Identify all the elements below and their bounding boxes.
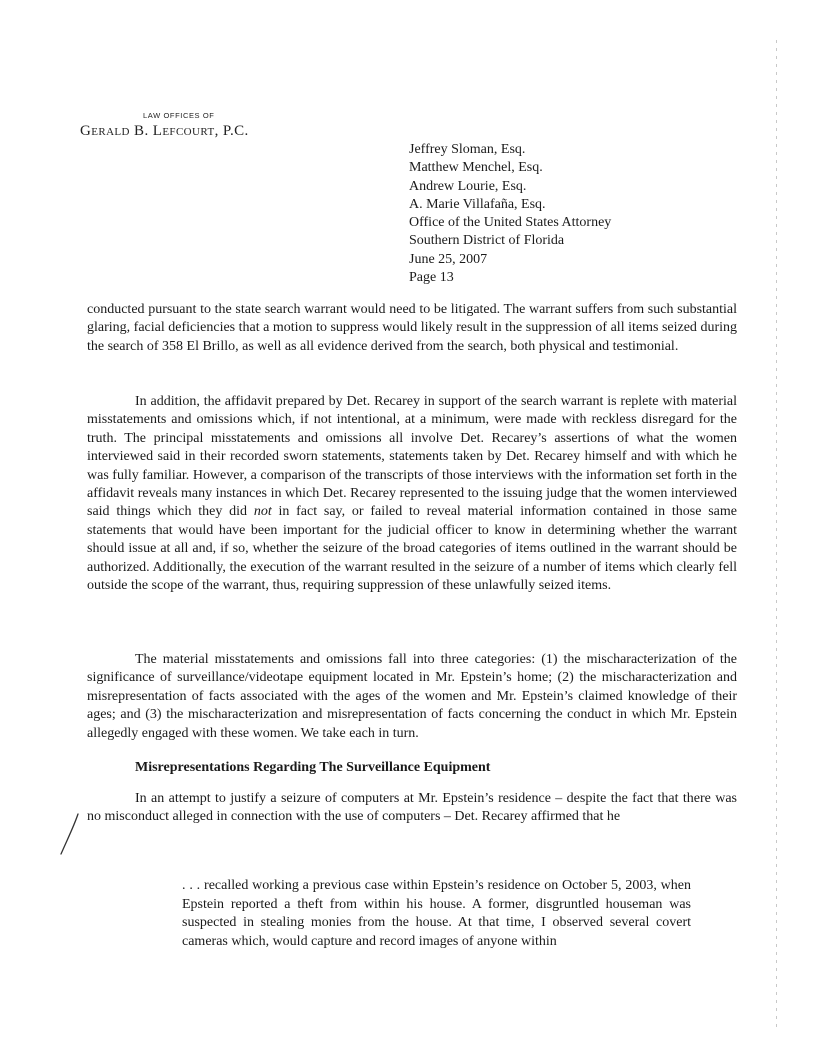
address-block — [409, 141, 611, 287]
paragraph-1: conducted pursuant to the state search warrant would need to be litigated. The warrant suffers from such substantial glaring, facial deficiencies that a motion to suppress would likely result in the suppression of all items seized during the search of 358 El Brillo, as well as all evidence derived from the search, both physical and testimonial. — [87, 302, 737, 354]
district-line: Southern District of Florida — [409, 233, 565, 249]
section-heading: Misrepresentations Regarding The Surveillance Equipment — [135, 760, 491, 775]
paragraph-2 — [87, 393, 737, 595]
block-quote: . . . recalled working a previous case within Epstein’s residence on October 5, 2003, when Epstein reported a theft from within his house. A former, disgruntled houseman was suspected in stealing monies from the house. At that time, I observed several covert cameras which, would capture and record images of anyone within — [182, 878, 691, 949]
paragraph-2-text: In addition, the affidavit prepared by Det. Recarey in support of the search warrant is replete with material misstatements and omissions which, if not intentional, at a minimum, were made with reckless disregard for the truth. The principal misstatements and omissions all involve Det. Recarey’s assertions of what the women interviewed said in their recorded sworn statements, statements taken by Det. Recarey himself and with which he was fully familiar. However, a comparison of the transcripts of those interviews with the information set forth in the affidavit reveals many instances in which Det. Recarey represented to the issuing judge that the women interviewed said things which they did — [87, 394, 737, 520]
paragraph-2-text-cont: in fact say, or failed to reveal material information contained in those same statements that would have been important for the judicial officer to know in determining whether the warrant should issue at all and, if so, whether the seizure of the broad categories of items outlined in the warrant should be authorized. Additionally, the execution of the warrant resulted in the seizure of a number of items which clearly fell outside the scope of the warrant, thus, requiring suppression of these unlawfully seized items. — [87, 504, 737, 594]
letterhead-office-line: LAW OFFICES OF — [143, 111, 215, 120]
paragraph-4: In an attempt to justify a seizure of computers at Mr. Epstein’s residence – despite the fact that there was no misconduct alleged in connection with the use of computers – Det. Recarey affirmed that he — [87, 791, 737, 825]
handwritten-margin-mark — [58, 812, 82, 856]
office-line: Office of the United States Attorney — [409, 215, 612, 231]
addressee-line: Jeffrey Sloman, Esq. — [409, 142, 526, 157]
addressee-line: A. Marie Villafaña, Esq. — [409, 196, 546, 212]
paragraph-3: The material misstatements and omissions fall into three categories: (1) the mischaracterization of the significance of surveillance/videotape equipment located in Mr. Epstein’s home; (2) the mischaracterization and misrepresentation of facts associated with the ages of the women and Mr. Epstein’s claimed knowledge of their ages; and (3) the mischaracterization and misrepresentation of facts concerning the conduct in which Mr. Epstein allegedly engaged with these women. We take each in turn. — [87, 652, 737, 741]
letterhead-firm-name: Gerald B. Lefcourt, P.C. — [80, 123, 249, 139]
addressee-line: Matthew Menchel, Esq. — [409, 160, 543, 176]
page-number: Page 13 — [409, 270, 454, 286]
emphasis-not: not — [253, 504, 272, 520]
addressee-line: Andrew Lourie, Esq. — [409, 178, 527, 194]
scan-edge-line — [776, 40, 777, 1030]
date-line: June 25, 2007 — [409, 251, 488, 267]
